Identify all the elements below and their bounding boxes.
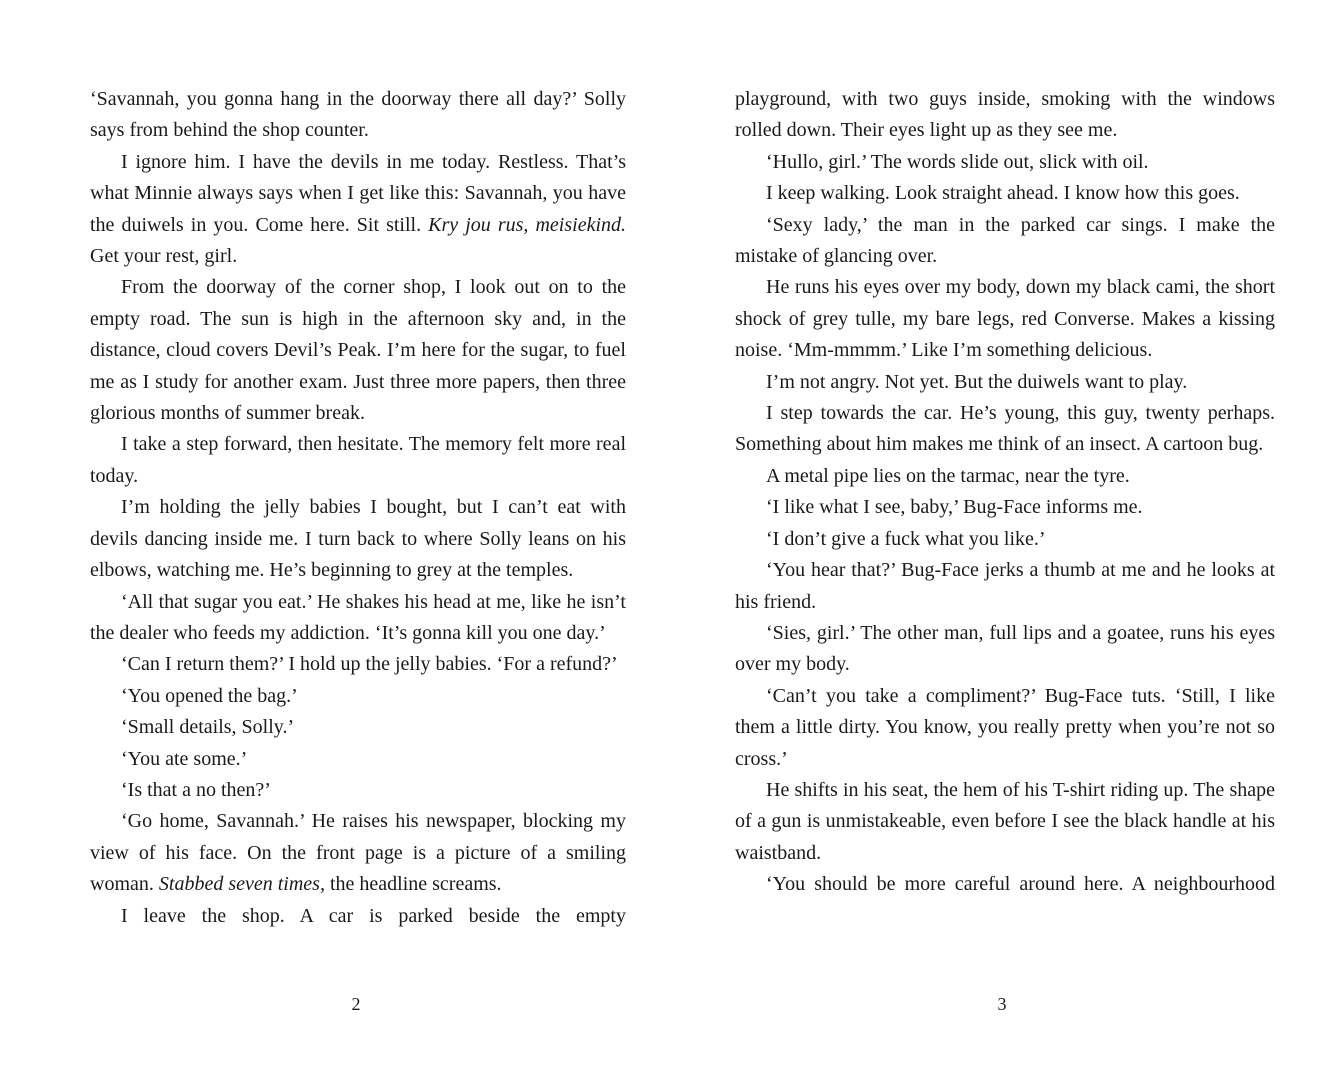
paragraph: From the doorway of the corner shop, I look out on to the empty road. The sun is high in the afternoon sky and, in the distance, cloud covers Devil’s Peak. I’m here for the sugar, to fuel me as I study for another exam. Just three more papers, then three glorious months of summer break. (90, 276, 626, 425)
page-number: 2 (351, 994, 361, 1014)
paragraph: He shifts in his seat, the hem of his T-shirt riding up. The shape of a gun is unmistakeable, even before I see the black handle at his waistband. (735, 778, 1275, 864)
paragraph: ‘You ate some.’ (121, 747, 248, 770)
paragraph: ‘Is that a no then?’ (121, 778, 271, 801)
left-page (90, 84, 626, 984)
page-number: 3 (997, 994, 1007, 1014)
italic-phrase: Kry jou rus, meisiekind. (428, 213, 627, 236)
paragraph: I keep walking. Look straight ahead. I know how this goes. (766, 182, 1240, 205)
paragraph: A metal pipe lies on the tarmac, near the tyre. (766, 464, 1130, 487)
paragraph: ‘Can’t you take a compliment?’ Bug-Face tuts. ‘Still, I like them a little dirty. You know, you really pretty when you’re not so cross.’ (735, 684, 1275, 770)
paragraph (90, 806, 626, 900)
paragraph: ‘Hullo, girl.’ The words slide out, slick with oil. (766, 150, 1149, 173)
paragraph: ‘Sexy lady,’ the man in the parked car sings. I make the mistake of glancing over. (735, 213, 1275, 268)
paragraph: ‘Can I return them?’ I hold up the jelly babies. ‘For a refund?’ (121, 653, 618, 676)
paragraph: I’m not angry. Not yet. But the duiwels want to play. (766, 370, 1188, 393)
paragraph-text: the headline screams. (329, 873, 502, 896)
paragraph: ‘Savannah, you gonna hang in the doorway there all day?’ Solly says from behind the shop counter. (90, 88, 626, 142)
paragraph: ‘Sies, girl.’ The other man, full lips and a goatee, runs his eyes over my body. (735, 621, 1275, 676)
paragraph (90, 147, 626, 273)
paragraph-text: ‘Go home, Savannah.’ He raises his newspaper, blocking my view of his face. On the front page is a picture of a smiling woman. (90, 810, 626, 896)
paragraph: I step towards the car. He’s young, this guy, twenty perhaps. Something about him makes me think of an insect. A cartoon bug. (735, 402, 1275, 456)
paragraph: ‘I like what I see, baby,’ Bug-Face informs me. (766, 496, 1143, 519)
paragraph: I’m holding the jelly babies I bought, but I can’t eat with devils dancing inside me. I turn back to where Solly leans on his elbows, watching me. He’s beginning to grey at the temples. (90, 496, 626, 582)
paragraph: playground, with two guys inside, smoking with the windows rolled down. Their eyes light up as they see me. (735, 88, 1275, 142)
italic-phrase: Stabbed seven times, (158, 873, 325, 896)
paragraph: I take a step forward, then hesitate. The memory felt more real today. (90, 433, 626, 487)
paragraph: ‘Small details, Solly.’ (121, 716, 295, 739)
right-page (735, 84, 1275, 984)
paragraph: I leave the shop. A car is parked beside the empty (121, 904, 626, 927)
paragraph-text: I ignore him. I have the devils in me today. Restless. That’s what Minnie always says when I get like this: Savannah, you have the duiwels in you. Come here. Sit still. (90, 150, 626, 236)
paragraph: He runs his eyes over my body, down my black cami, the short shock of grey tulle, my bare legs, red Converse. Makes a kissing noise. ‘Mm-mmmm.’ Like I’m something delicious. (735, 276, 1275, 362)
paragraph: ‘I don’t give a fuck what you like.’ (766, 527, 1046, 550)
paragraph: ‘You opened the bag.’ (121, 684, 298, 707)
paragraph: ‘You should be more careful around here. A neighbourhood (766, 873, 1275, 896)
paragraph-text: Get your rest, girl. (90, 245, 238, 268)
paragraph: ‘All that sugar you eat.’ He shakes his head at me, like he isn’t the dealer who feeds my addiction. ‘It’s gonna kill you one day.’ (90, 590, 626, 644)
paragraph: ‘You hear that?’ Bug-Face jerks a thumb at me and he looks at his friend. (735, 559, 1275, 613)
